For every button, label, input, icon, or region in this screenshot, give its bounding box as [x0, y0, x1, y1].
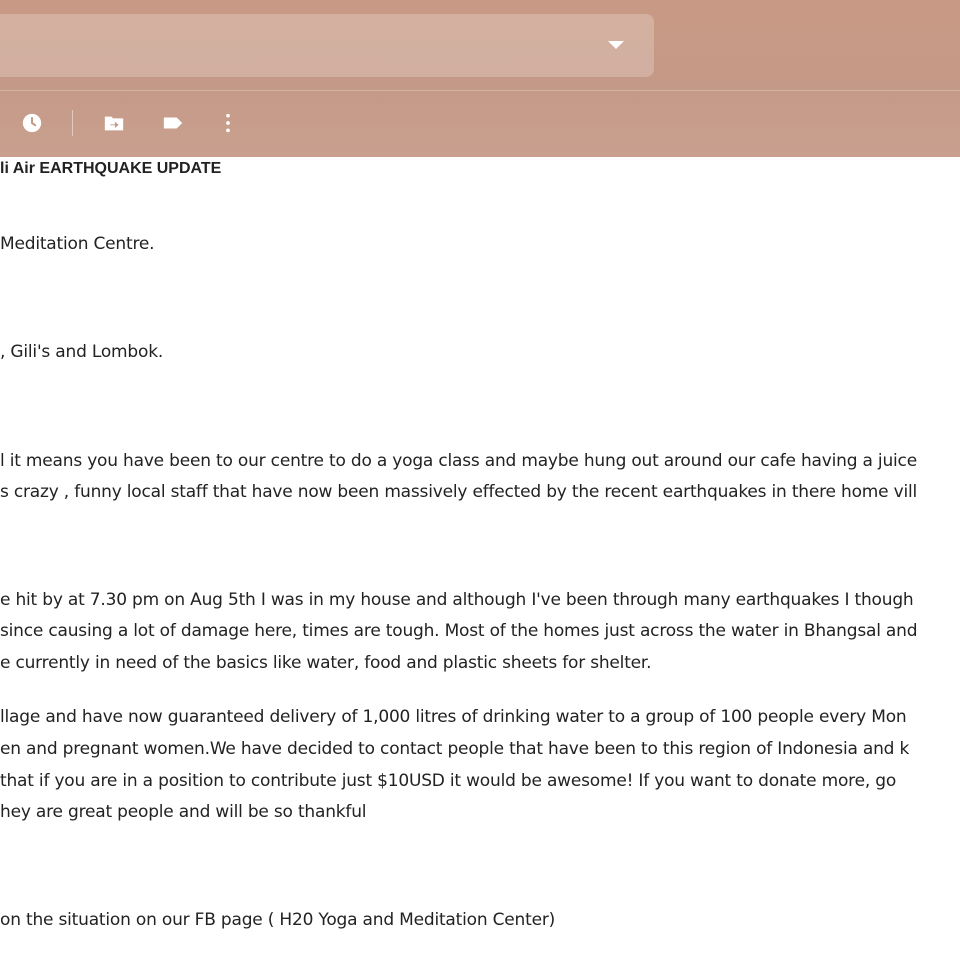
- label-icon[interactable]: [162, 112, 184, 134]
- caret-down-icon[interactable]: [608, 41, 624, 49]
- clock-icon[interactable]: [21, 112, 43, 134]
- toolbar-separator: [72, 110, 73, 136]
- email-body-line: l it means you have been to our centre to do a yoga class and maybe hung out around our cafe having a juice: [0, 451, 917, 471]
- app-header: [0, 0, 960, 157]
- email-subject: li Air EARTHQUAKE UPDATE: [0, 160, 222, 177]
- search-input[interactable]: [0, 14, 654, 77]
- move-to-folder-icon[interactable]: [103, 112, 125, 134]
- email-body-line: llage and have now guaranteed delivery of 1,000 litres of drinking water to a group of 100 people every Mon: [0, 707, 907, 727]
- more-vert-icon[interactable]: [217, 112, 239, 134]
- email-body-line: en and pregnant women.We have decided to contact people that have been to this region of Indonesia and k: [0, 739, 910, 759]
- header-divider: [0, 90, 960, 91]
- email-body-line: that if you are in a position to contribute just $10USD it would be awesome! If you want to donate more, go: [0, 771, 897, 791]
- email-body-line: since causing a lot of damage here, times are tough. Most of the homes just across the water in Bhangsal and: [0, 621, 918, 641]
- email-body-line: hey are great people and will be so thankful: [0, 802, 367, 822]
- email-body-line: e hit by at 7.30 pm on Aug 5th I was in my house and although I've been through many earthquakes I though: [0, 590, 914, 610]
- email-body-line: e currently in need of the basics like water, food and plastic sheets for shelter.: [0, 653, 652, 673]
- email-body-line: Meditation Centre.: [0, 234, 155, 254]
- email-body-line: on the situation on our FB page ( H20 Yoga and Meditation Center): [0, 910, 556, 930]
- email-body-line: , Gili's and Lombok.: [0, 342, 164, 362]
- email-body-line: s crazy , funny local staff that have now been massively effected by the recent earthquakes in there home vill: [0, 482, 918, 502]
